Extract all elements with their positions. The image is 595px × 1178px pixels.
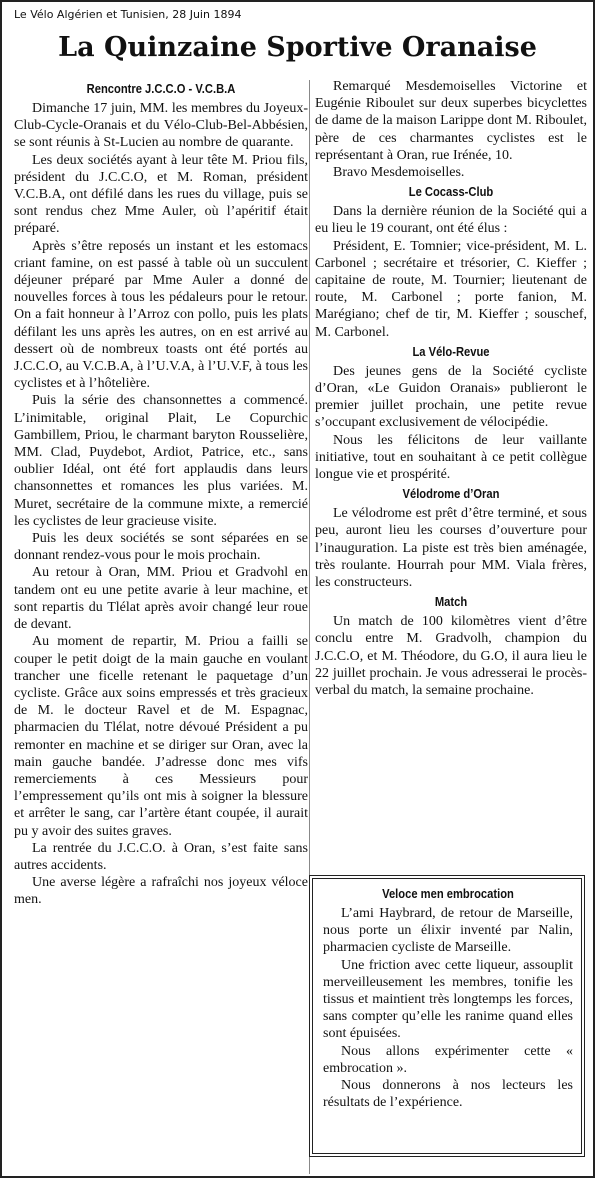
right-column: [315, 78, 587, 699]
paragraph: Nous allons expérimenter cette « embrocation ».: [323, 1043, 573, 1076]
paragraph: Remarqué Mesdemoiselles Victorine et Eugénie Riboulet sur deux superbes bicyclettes de dame de la maison Larippe dont M. Riboulet, père de ces charmantes cyclistes est le représentant à Oran, rue Irénée, 10.: [315, 79, 587, 163]
paragraph: Une friction avec cette liqueur, assouplit merveilleusement les membres, tonifie les tissus et maintient très longtemps les forces, sans compter qu’elle les ranime quand elles sont épuisées.: [323, 957, 573, 1042]
paragraph: Dans la dernière réunion de la Société qui a eu lieu le 19 courant, ont été élus :: [315, 204, 587, 237]
section-heading-velodrome: Vélodrome d’Oran: [402, 486, 500, 502]
section-heading-cocass-club: Le Cocass-Club: [408, 184, 494, 200]
section-heading-velo-revue: La Vélo-Revue: [412, 343, 490, 359]
paragraph: Les deux sociétés ayant à leur tête M. Priou fils, président du J.C.C.O, et M. Roman, président V.C.B.A, ont défilé dans les rues du village, puis se sont rendus chez Mme Auler, où l’apéritif était préparé.: [14, 152, 308, 237]
paragraph: Un match de 100 kilomètres vient d’être conclu entre M. Gradvolh, champion du J.C.C.O, et M. Théodore, du G.O, il aura lieu le 22 juillet prochain. Je vous adresserai le procès-verbal du match, la semaine prochaine.: [315, 614, 587, 699]
paragraph: La rentrée du J.C.C.O. à Oran, s’est faite sans autres accidents.: [14, 840, 308, 873]
paragraph: Des jeunes gens de la Société cycliste d’Oran, «Le Guidon Oranais» publieront le premier juillet prochain, une petite revue s’occupant exclusivement de vélocipédie.: [315, 363, 587, 431]
paragraph: Nous donnerons à nos lecteurs les résultats de l’expérience.: [323, 1078, 573, 1111]
paragraph: L’ami Haybrard, de retour de Marseille, nous porte un élixir inventé par Nalin, pharmacien cycliste de Marseille.: [323, 906, 573, 956]
paragraph: Nous les félicitons de leur vaillante initiative, tout en souhaitant à ce petit collègue longue vie et prospérité.: [315, 432, 587, 483]
paragraph: Président, E. Tomnier; vice-président, M. L. Carbonel ; secrétaire et trésorier, C. Kieffer ; capitaine de route, M. Tournier; lieutenant de route, M. Carbonel ; porte fanion, M. Marégiano; chef de tir, M. Kieffer ; souschef, M. Carbonel.: [315, 238, 587, 340]
masthead: Le Vélo Algérien et Tunisien, 28 Juin 1894: [14, 8, 242, 21]
paragraph: Puis la série des chansonnettes a commencé. L’inimitable, original Plait, Le Copurchic Gambillem, Priou, le charmant baryton Rousselière, MM. Clad, Puydebot, Ardiot, Patrice, etc., sans oublier Idéal, ont été fort applaudis dans leurs chansonnettes et romances les plus variées. M. Muret, secrétaire de la commune mixte, a remercié les cyclistes de leur gracieuse visite.: [14, 393, 308, 529]
page-title: La Quinzaine Sportive Oranaise: [58, 32, 537, 63]
paragraph: Après s’être reposés un instant et les estomacs criant famine, on est passé à table où un succulent déjeuner préparé par Mme Auler a donné de nouvelles forces à tous les pédaleurs pour le retour. On a fait honneur à l’Arroz con pollo, puis les plats défilant les uns après les autres, on en est arrivé au dessert où de nombreux toasts ont été portés au J.C.C.O, au V.C.B.A, à l’U.V.A, à l’U.V.F, à tous les cyclistes et à l’hôtelière.: [14, 238, 308, 392]
embrocation-box: [309, 875, 585, 1157]
paragraph: Puis les deux sociétés se sont séparées en se donnant rendez-vous pour le mois prochain.: [14, 531, 308, 564]
section-heading-rencontre: Rencontre J.C.C.O - V.C.B.A: [86, 81, 236, 96]
section-heading-embrocation: Veloce men embrocation: [382, 886, 514, 901]
section-heading-match: Match: [434, 594, 468, 610]
paragraph: Au moment de repartir, M. Priou a failli se couper le petit doigt de la main gauche en voulant trancher une ficelle retenant le paquetage d’un cycliste. Grâce aux soins empressés et très gracieux de M. le docteur Ravel et de M. Espagnac, pharmacien du Tlélat, notre dévoué Président a pu remonter en machine et se diriger sur Oran, avec la main gauche bandée. J’adresse donc mes vifs remerciements à ces Messieurs pour l’empressement qu’ils ont mis à soigner la blessure et arrêter le sang, car l’artère étant coupée, il aurait pu y avoir des suites graves.: [14, 634, 308, 839]
left-column: [14, 78, 308, 909]
paragraph: Le vélodrome est prêt d’être terminé, et sous peu, auront lieu les courses d’ouverture pour l’inauguration. La piste est très bien aménagée, très roulante. Hourrah pour MM. Viala frères, les constructeurs.: [315, 506, 587, 591]
paragraph: Une averse légère a rafraîchi nos joyeux véloce men.: [14, 875, 308, 908]
paragraph: Bravo Mesdemoiselles.: [333, 165, 465, 181]
paragraph: Au retour à Oran, MM. Priou et Gradvohl en tandem ont eu une petite avarie à leur machine, et sont repartis du Tlélat après avoir changé leur roue de devant.: [14, 565, 308, 633]
paragraph: Dimanche 17 juin, MM. les membres du Joyeux-Club-Cycle-Oranais et du Vélo-Club-Bel-Abbésien, se sont réunis à St-Lucien au nombre de quarante.: [14, 101, 308, 151]
